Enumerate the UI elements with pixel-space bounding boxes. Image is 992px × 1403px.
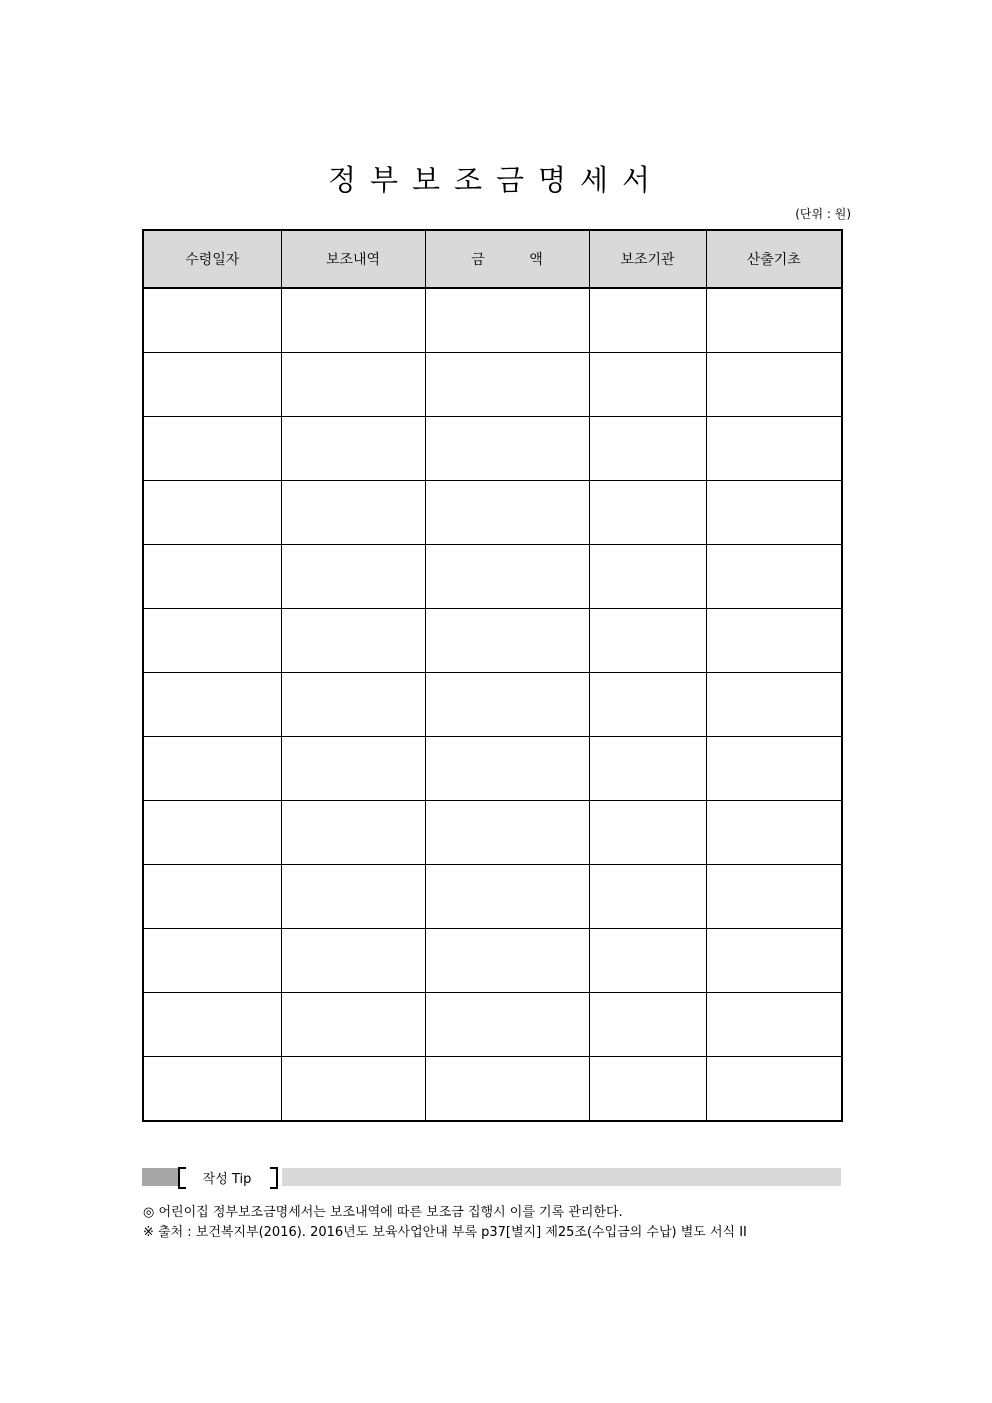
note-source: ※ 출처 : 보건복지부(2016). 2016년도 보육사업안내 부록 p37[별지] 제25조(수입금의 수납) 별도 서식 II <box>143 1225 747 1240</box>
table-cell[interactable] <box>589 481 706 545</box>
table-cell[interactable] <box>281 353 425 417</box>
table-cell[interactable] <box>425 1057 589 1122</box>
table-cell[interactable] <box>143 801 281 865</box>
header-subsidy-detail: 보조내역 <box>281 230 425 288</box>
table-cell[interactable] <box>281 609 425 673</box>
table-cell[interactable] <box>425 417 589 481</box>
table-cell[interactable] <box>589 545 706 609</box>
table-cell[interactable] <box>425 993 589 1057</box>
table-cell[interactable] <box>706 609 842 673</box>
table-body <box>143 288 842 1121</box>
table-cell[interactable] <box>706 865 842 929</box>
tip-bar-dark-segment <box>142 1168 178 1186</box>
table-cell[interactable] <box>425 609 589 673</box>
header-calculation-basis: 산출기초 <box>706 230 842 288</box>
table-cell[interactable] <box>281 993 425 1057</box>
table-row <box>143 417 842 481</box>
table-cell[interactable] <box>706 353 842 417</box>
table-cell[interactable] <box>589 1057 706 1122</box>
table-cell[interactable] <box>143 609 281 673</box>
table-cell[interactable] <box>143 929 281 993</box>
table-row <box>143 929 842 993</box>
page-title: 정부보조금명세서 <box>327 163 665 197</box>
table-cell[interactable] <box>281 865 425 929</box>
table-row <box>143 865 842 929</box>
table-cell[interactable] <box>589 865 706 929</box>
table-cell[interactable] <box>589 288 706 353</box>
table-cell[interactable] <box>425 288 589 353</box>
table-cell[interactable] <box>706 481 842 545</box>
table-cell[interactable] <box>706 737 842 801</box>
table-cell[interactable] <box>281 673 425 737</box>
table-cell[interactable] <box>281 929 425 993</box>
table-cell[interactable] <box>143 737 281 801</box>
table-cell[interactable] <box>589 929 706 993</box>
header-amount <box>425 230 589 288</box>
table-cell[interactable] <box>281 801 425 865</box>
table-row <box>143 288 842 353</box>
table-cell[interactable] <box>706 417 842 481</box>
table-cell[interactable] <box>589 417 706 481</box>
table-row <box>143 609 842 673</box>
header-row <box>143 230 842 288</box>
table-cell[interactable] <box>143 865 281 929</box>
table-cell[interactable] <box>589 801 706 865</box>
table-cell[interactable] <box>425 801 589 865</box>
table-cell[interactable] <box>589 993 706 1057</box>
table-cell[interactable] <box>143 353 281 417</box>
table-cell[interactable] <box>281 481 425 545</box>
table-cell[interactable] <box>706 1057 842 1122</box>
notes <box>143 1203 863 1243</box>
table-row <box>143 673 842 737</box>
table-cell[interactable] <box>589 353 706 417</box>
table-cell[interactable] <box>281 417 425 481</box>
table-row <box>143 993 842 1057</box>
table-cell[interactable] <box>425 545 589 609</box>
table-cell[interactable] <box>706 993 842 1057</box>
table-cell[interactable] <box>706 545 842 609</box>
table-row <box>143 353 842 417</box>
table-row <box>143 545 842 609</box>
table-row <box>143 481 842 545</box>
table-cell[interactable] <box>143 481 281 545</box>
table-cell[interactable] <box>706 929 842 993</box>
table-cell[interactable] <box>706 673 842 737</box>
unit-note: (단위 : 원) <box>795 207 851 221</box>
header-subsidy-agency: 보조기관 <box>589 230 706 288</box>
table-cell[interactable] <box>425 737 589 801</box>
tip-bar-light-segment <box>282 1168 841 1186</box>
table-cell[interactable] <box>143 1057 281 1122</box>
table-cell[interactable] <box>143 993 281 1057</box>
subsidy-table <box>142 229 843 1122</box>
table-cell[interactable] <box>425 865 589 929</box>
table-cell[interactable] <box>425 673 589 737</box>
note-usage: ◎ 어린이집 정부보조금명세서는 보조내역에 따른 보조금 집행시 이를 기록 관리한다. <box>143 1205 623 1220</box>
table-cell[interactable] <box>281 288 425 353</box>
table-cell[interactable] <box>143 545 281 609</box>
table-row <box>143 737 842 801</box>
header-receipt-date: 수령일자 <box>143 230 281 288</box>
writing-tip-bar <box>142 1167 841 1187</box>
table-cell[interactable] <box>143 417 281 481</box>
table-cell[interactable] <box>706 801 842 865</box>
table-cell[interactable] <box>589 673 706 737</box>
table-cell[interactable] <box>281 1057 425 1122</box>
table-cell[interactable] <box>281 545 425 609</box>
table-cell[interactable] <box>425 929 589 993</box>
table-cell[interactable] <box>143 673 281 737</box>
table-cell[interactable] <box>143 288 281 353</box>
table-cell[interactable] <box>589 737 706 801</box>
table-cell[interactable] <box>425 481 589 545</box>
table-row <box>143 801 842 865</box>
table-cell[interactable] <box>589 609 706 673</box>
tip-label: 작성 Tip <box>202 1172 252 1187</box>
table-cell[interactable] <box>425 353 589 417</box>
header-amount-label: 금 액 <box>471 252 543 268</box>
table-row <box>143 1057 842 1122</box>
table-cell[interactable] <box>706 288 842 353</box>
tip-right-bracket <box>270 1167 278 1189</box>
table-cell[interactable] <box>281 737 425 801</box>
